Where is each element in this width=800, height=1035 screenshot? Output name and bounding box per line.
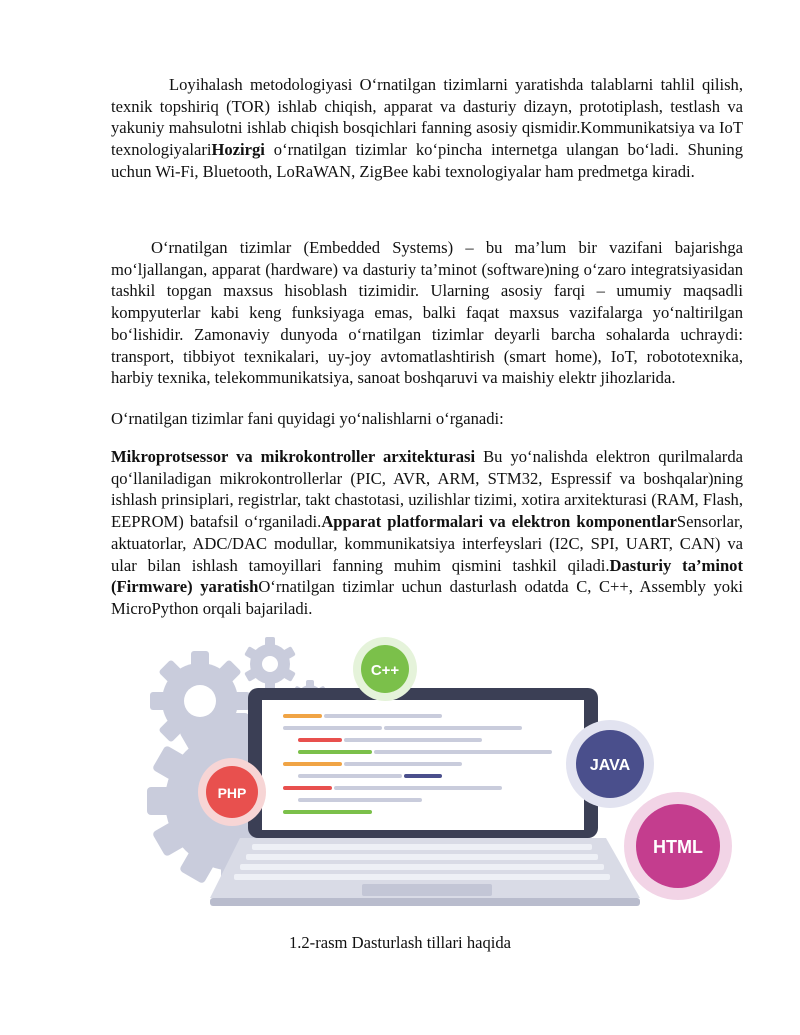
paragraph-definition: O‘rnatilgan tizimlar (Embedded Systems) – bu ma’lum bir vazifani bajarishga mo‘ljallangan, apparat (hardware) va dasturiy ta’minot (software)ning o‘zaro integratsiyasidan tashkil topgan maxsus hisoblash tizimidir. Ularning asosiy farqi – umumiy maqsadli kompyuterlar kabi keng funksiyaga emas, balki faqat maxsus vazifalarga yo‘naltirilgan bo‘lishidir. Zamonaviy dunyoda o‘rnatilgan tizimlar deyarli barcha sohalarda uchraydi: transport, tibbiyot texnikalari, uy-joy avtomatlashtirish (smart home), IoT, robototexnika, harbiy texnika, telekommunikatsiya, sanoat boshqaruvi va maishiy elektr jihozlarida. (111, 238, 743, 388)
java-badge (566, 720, 654, 808)
touchpad (362, 884, 492, 896)
paragraph-directions-intro: O‘rnatilgan tizimlar fani quyidagi yo‘nalishlarni o‘rganadi: (111, 409, 504, 428)
bold-hozirgi: Hozirgi (211, 140, 265, 160)
paragraph-methodology-tail: o‘rnatilgan tizimlar ko‘pincha internetga ulangan bo‘ladi. Shuning uchun Wi-Fi, Bluetooth, LoRaWAN, ZigBee kabi texnologiyalar ham predmetga kiradi. (111, 140, 743, 181)
html-label: HTML (653, 837, 703, 857)
heading-microprocessor: Mikroprotsessor va mikrokontroller arxitekturasi (111, 447, 476, 466)
paragraph-methodology-text: Loyihalash metodologiyasi O‘rnatilgan tizimlarni yaratishda talablarni tahlil qilish, texnik topshiriq (TOR) ishlab chiqish, apparat va dasturiy dizayn, prototiplash, testlash va yakuniy mahsulotni ishlab chiqish bosqichlari fanning asosiy qismidir.Kommunikatsiya va IoT texnologiyalari (111, 75, 743, 160)
laptop-base-edge (210, 898, 640, 906)
cpp-label: C++ (370, 662, 400, 679)
paragraph-directions (111, 446, 743, 620)
php-badge (198, 758, 266, 826)
heading-hardware-platforms: Apparat platformalari va elektron komponentlar (321, 512, 677, 532)
gear-icon (244, 637, 296, 691)
figure-caption: 1.2-rasm Dasturlash tillari haqida (288, 933, 512, 952)
text-firmware: O‘rnatilgan tizimlar uchun dasturlash odatda C, C++, Assembly yoki MicroPython orqali bajariladi. (111, 577, 743, 618)
text-microprocessor: Bu yo‘nalishda elektron qurilmalarda qo‘llaniladigan mikrokontrollerlar (PIC, AVR, ARM, STM32, Espressif va boshqalar)ning ishlash prinsiplari, registrlar, takt chastotasi, uzilishlar tizimi, xotira arxitekturasi (RAM, Flash, EEPROM) batafsil o‘rganiladi. (111, 447, 743, 532)
heading-firmware: Dasturiy ta’minot (Firmware) yaratish (111, 555, 743, 597)
text-hardware-platforms: Sensorlar, aktuatorlar, ADC/DAC modullar, kommunikatsiya interfeyslari (I2C, SPI, UART, CAN) va ular bilan ishlash tamoyillari fanning muhim qismini tashkil qiladi. (111, 512, 743, 575)
programming-languages-illustration (140, 636, 740, 916)
php-label: PHP (217, 785, 247, 801)
paragraph-methodology (111, 74, 743, 183)
cpp-badge (353, 637, 417, 701)
java-label: JAVA (589, 757, 631, 774)
html-badge (624, 792, 732, 900)
